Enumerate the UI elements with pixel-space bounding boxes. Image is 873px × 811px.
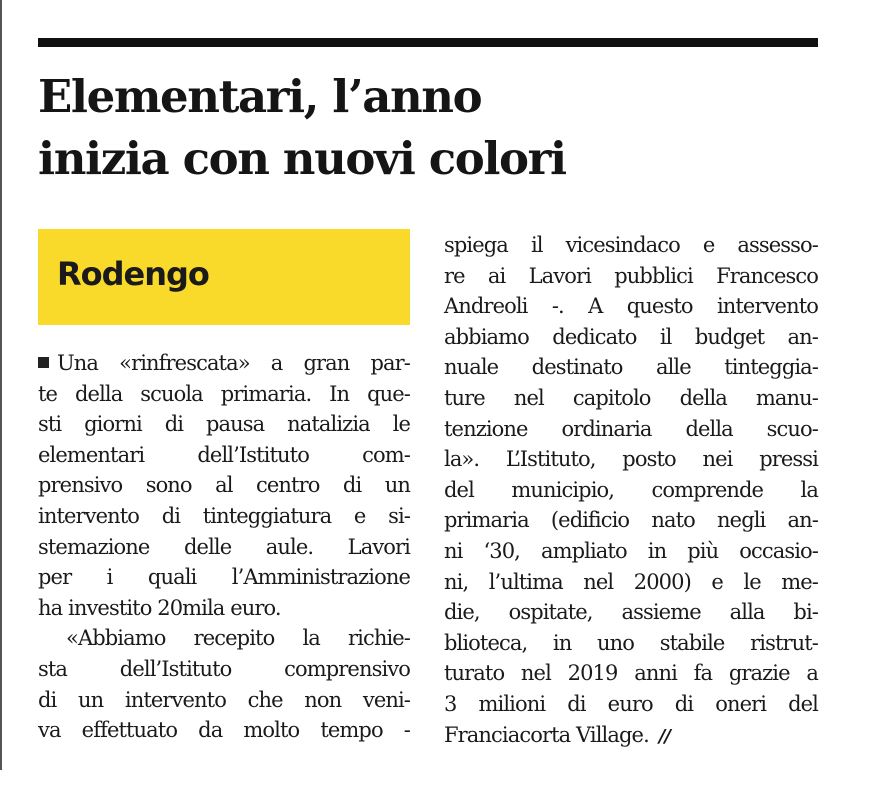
text-line: nuale destinato alle tinteggia- [444, 355, 818, 380]
text-line: la». L’Istituto, posto nei pressi [444, 447, 818, 472]
text-line: va effettuato da molto tempo - [38, 718, 410, 743]
text-line-content: Franciacorta Village. [444, 722, 649, 747]
text-line: primaria (edificio nato negli an- [444, 508, 818, 533]
page-edge-line [0, 0, 2, 770]
article-column-right [444, 230, 818, 752]
text-line: blioteca, in uno stabile ristrut- [444, 630, 818, 655]
text-line: turato nel 2019 anni fa grazie a [444, 661, 818, 686]
text-line [38, 348, 410, 379]
text-line: prensivo sono al centro di un [38, 473, 410, 498]
text-line: intervento di tinteggiatura e si- [38, 503, 410, 528]
bullet-square-icon [38, 357, 49, 368]
headline [38, 66, 818, 190]
text-line: re ai Lavori pubblici Francesco [444, 263, 818, 288]
text-line: abbiamo dedicato il budget an- [444, 324, 818, 349]
headline-line-2: inizia con nuovi colori [38, 132, 566, 185]
text-line: sti giorni di pausa natalizia le [38, 412, 410, 437]
text-line: ni ‘30, ampliato in più occasio- [444, 538, 818, 563]
text-line: die, ospitate, assieme alla bi- [444, 600, 818, 625]
text-line: ture nel capitolo della manu- [444, 385, 818, 410]
text-line: stemazione delle aule. Lavori [38, 534, 410, 559]
text-line: ha investito 20mila euro. [38, 595, 281, 620]
text-line: di un intervento che non veni- [38, 687, 410, 712]
headline-line-1: Elementari, l’anno [38, 70, 482, 123]
text-line: per i quali l’Amministrazione [38, 565, 410, 590]
text-line: tenzione ordinaria della scuo- [444, 416, 818, 441]
text-line: del municipio, comprende la [444, 477, 818, 502]
top-rule [38, 38, 818, 47]
text-line: Andreoli -. A questo intervento [444, 294, 818, 319]
text-line: ni, l’ultima nel 2000) e le me- [444, 569, 818, 594]
text-line-content: Una «rinfrescata» a gran par- [57, 351, 410, 375]
text-line: sta dell’Istituto comprensivo [38, 656, 410, 681]
text-line [444, 720, 818, 753]
kicker-label: Rodengo [57, 255, 209, 293]
text-line: elementari dell’Istituto com- [38, 442, 410, 467]
text-line: 3 milioni di euro di oneri del [444, 691, 818, 716]
text-line: spiega il vicesindaco e assesso- [444, 233, 818, 257]
article-column-left [38, 348, 410, 746]
text-line: te della scuola primaria. In que- [38, 381, 410, 406]
text-line: «Abbiamo recepito la richie- [66, 626, 410, 651]
kicker-box [38, 229, 410, 325]
end-of-article-mark: // [658, 725, 671, 747]
